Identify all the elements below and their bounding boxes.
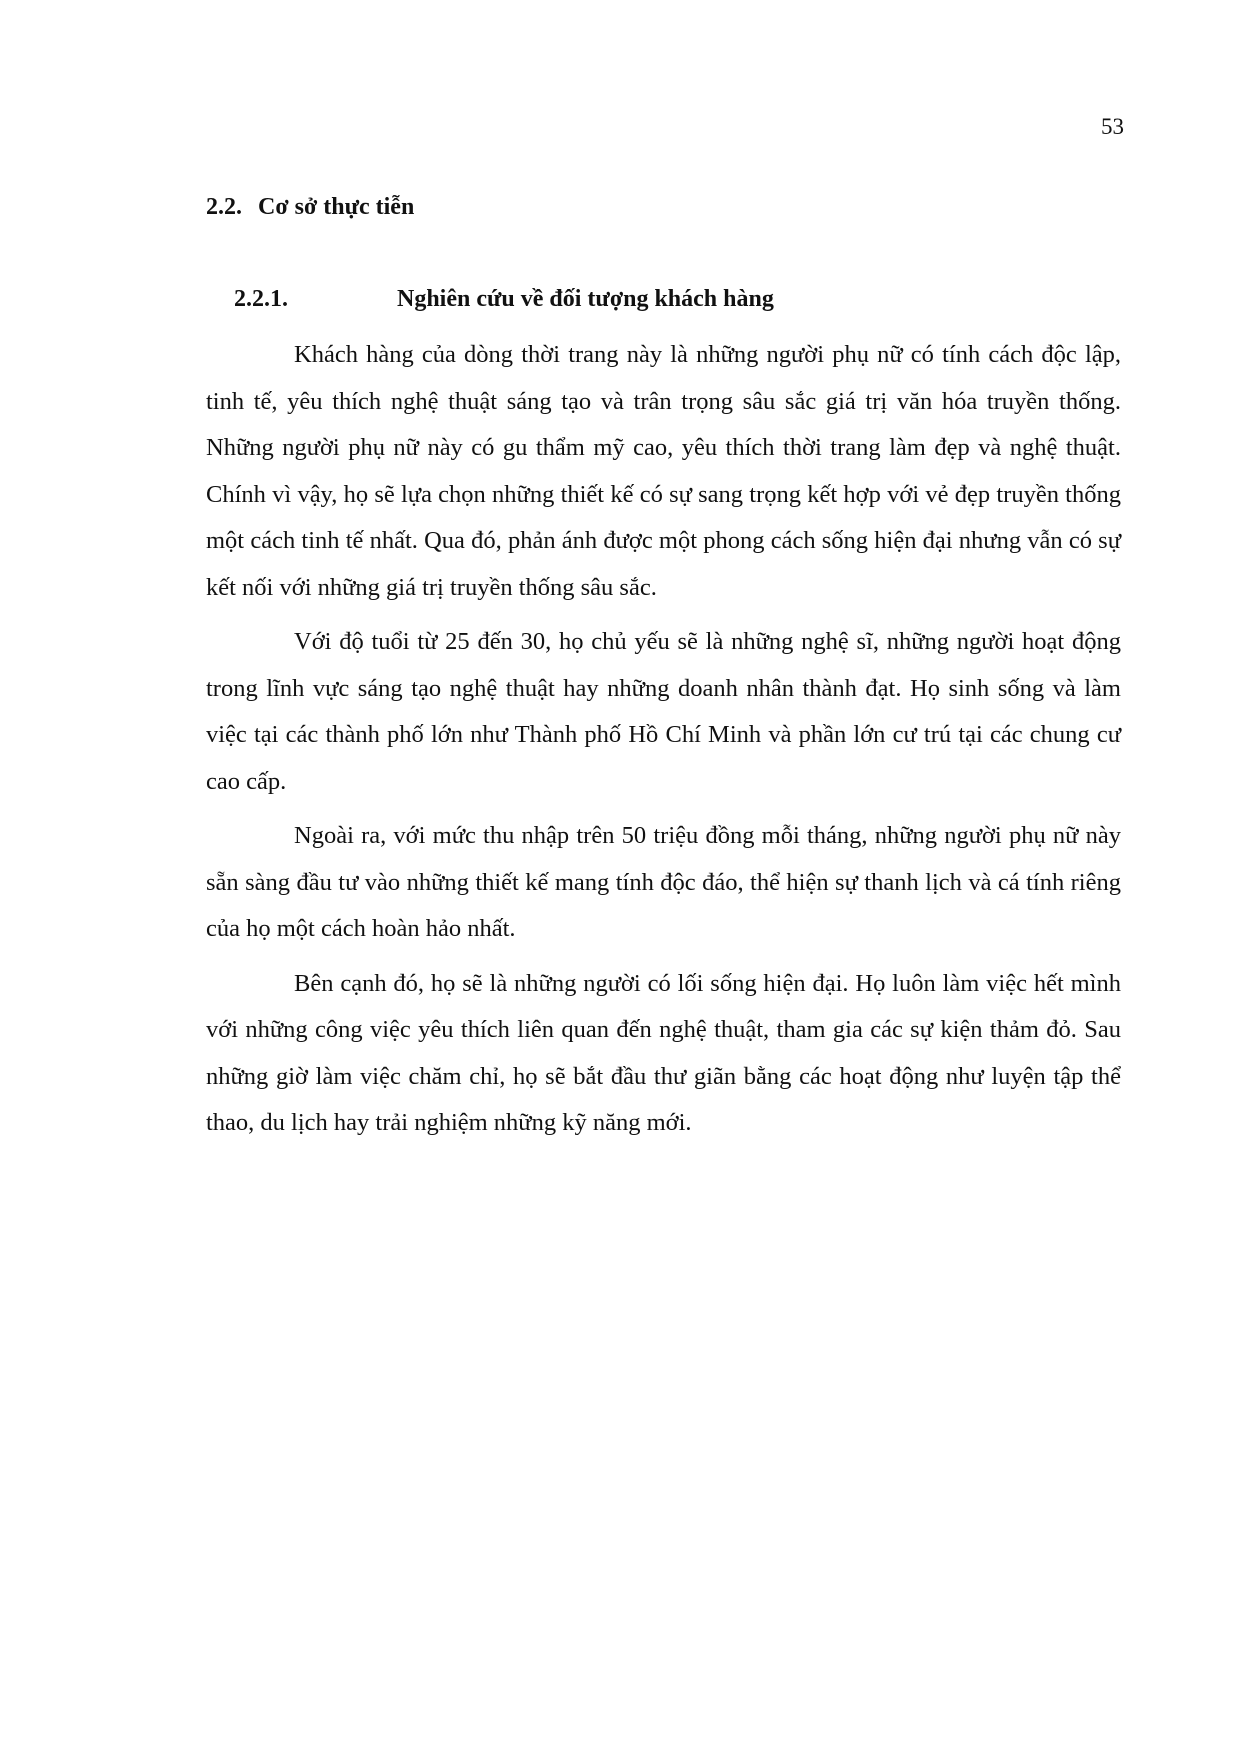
subsection-number: 2.2.1. — [234, 286, 288, 312]
body-text — [206, 332, 1121, 1155]
page-number: 53 — [1101, 114, 1124, 139]
section-heading — [206, 194, 414, 221]
subsection-title: Nghiên cứu về đối tượng khách hàng — [397, 286, 774, 312]
section-title: Cơ sở thực tiễn — [258, 194, 415, 220]
paragraph: Với độ tuổi từ 25 đến 30, họ chủ yếu sẽ là những nghệ sĩ, những người hoạt động trong lĩnh vực sáng tạo nghệ thuật hay những doanh nhân thành đạt. Họ sinh sống và làm việc tại các thành phố lớn như Thành phố Hồ Chí Minh và phần lớn cư trú tại các chung cư cao cấp. — [206, 628, 1121, 795]
subsection-heading — [234, 286, 774, 313]
paragraph: Ngoài ra, với mức thu nhập trên 50 triệu đồng mỗi tháng, những người phụ nữ này sẵn sàng đầu tư vào những thiết kế mang tính độc đáo, thể hiện sự thanh lịch và cá tính riêng của họ một cách hoàn hảo nhất. — [206, 822, 1121, 942]
section-number: 2.2. — [206, 194, 242, 220]
paragraph: Bên cạnh đó, họ sẽ là những người có lối sống hiện đại. Họ luôn làm việc hết mình với những công việc yêu thích liên quan đến nghệ thuật, tham gia các sự kiện thảm đỏ. Sau những giờ làm việc chăm chỉ, họ sẽ bắt đầu thư giãn bằng các hoạt động như luyện tập thể thao, du lịch hay trải nghiệm những kỹ năng mới. — [206, 969, 1121, 1136]
paragraph: Khách hàng của dòng thời trang này là những người phụ nữ có tính cách độc lập, tinh tế, yêu thích nghệ thuật sáng tạo và trân trọng sâu sắc giá trị văn hóa truyền thống. Những người phụ nữ này có gu thẩm mỹ cao, yêu thích thời trang làm đẹp và nghệ thuật. Chính vì vậy, họ sẽ lựa chọn những thiết kế có sự sang trọng kết hợp với vẻ đẹp truyền thống một cách tinh tế nhất. Qua đó, phản ánh được một phong cách sống hiện đại nhưng vẫn có sự kết nối với những giá trị truyền thống sâu sắc. — [206, 341, 1121, 601]
